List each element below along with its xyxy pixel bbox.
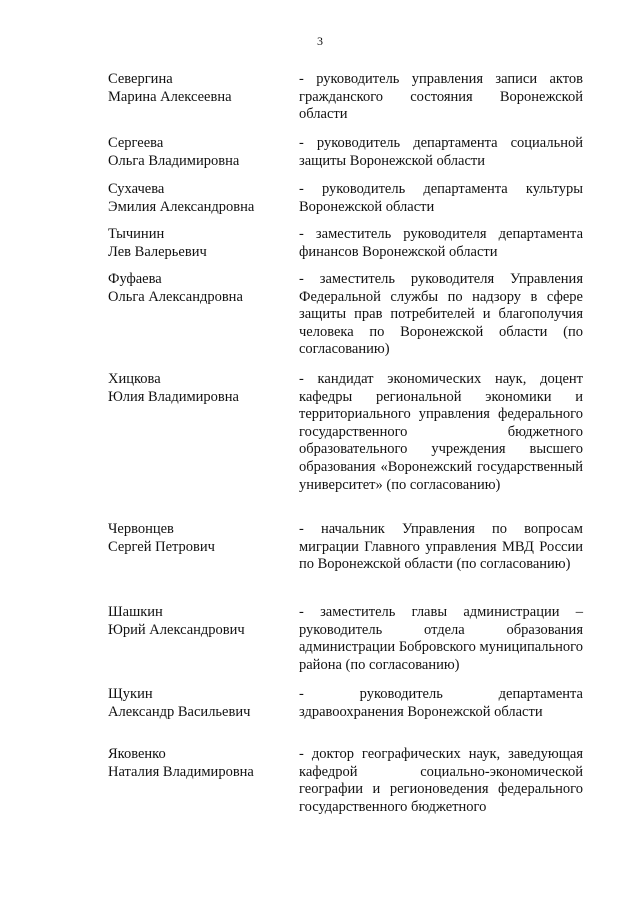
member-surname: Хицкова	[108, 371, 161, 387]
member-name	[108, 71, 283, 106]
member-given-names: Юрий Александрович	[108, 621, 245, 638]
member-position: - начальник Управления по вопросам миграции Главного управления МВД России по Воронежской области (по согласованию)	[299, 521, 583, 573]
member-surname: Фуфаева	[108, 271, 162, 287]
member-surname: Червонцев	[108, 521, 174, 537]
member-given-names: Марина Алексеевна	[108, 88, 232, 105]
member-given-names: Эмилия Александровна	[108, 198, 255, 215]
member-name	[108, 521, 283, 556]
member-name	[108, 181, 283, 216]
member-surname: Шашкин	[108, 604, 163, 620]
member-name	[108, 746, 283, 781]
member-name	[108, 135, 283, 170]
member-given-names: Ольга Владимировна	[108, 152, 240, 169]
member-surname: Тычинин	[108, 226, 165, 242]
member-given-names: Лев Валерьевич	[108, 243, 207, 260]
member-position: - руководитель департамента культуры Воронежской области	[299, 181, 583, 215]
member-position: - доктор географических наук, заведующая кафедрой социально-экономической географии и регионоведения федерального государственного бюджетного	[299, 746, 583, 815]
member-surname: Сухачева	[108, 181, 165, 197]
member-name	[108, 686, 283, 721]
member-position: - заместитель руководителя Управления Федеральной службы по надзору в сфере защиты прав потребителей и благополучия человека по Воронежской области (по согласованию)	[299, 271, 583, 358]
member-given-names: Александр Васильевич	[108, 703, 251, 720]
member-position: - руководитель департамента социальной защиты Воронежской области	[299, 135, 583, 169]
member-position: - кандидат экономических наук, доцент кафедры региональной экономики и территориального управления федерального государственного бюджетного образовательного учреждения высшего образования «Воронежский государственный университет» (по согласованию)	[299, 371, 583, 493]
member-name	[108, 271, 283, 306]
member-surname: Сергеева	[108, 135, 164, 151]
page-number: 3	[317, 34, 323, 48]
member-name	[108, 226, 283, 261]
member-given-names: Юлия Владимировна	[108, 388, 239, 405]
member-position: - заместитель руководителя департамента финансов Воронежской области	[299, 226, 583, 260]
member-position: - заместитель главы администрации – руководитель отдела образования администрации Бобровского муниципального района (по согласованию)	[299, 604, 583, 673]
member-given-names: Наталия Владимировна	[108, 763, 254, 780]
member-given-names: Ольга Александровна	[108, 288, 243, 305]
member-surname: Яковенко	[108, 746, 166, 762]
member-name	[108, 604, 283, 639]
member-given-names: Сергей Петрович	[108, 538, 215, 555]
member-surname: Севергина	[108, 71, 173, 87]
member-position: - руководитель департамента здравоохранения Воронежской области	[299, 686, 583, 720]
member-name	[108, 371, 283, 406]
member-position: - руководитель управления записи актов гражданского состояния Воронежской области	[299, 71, 583, 123]
member-surname: Щукин	[108, 686, 153, 702]
